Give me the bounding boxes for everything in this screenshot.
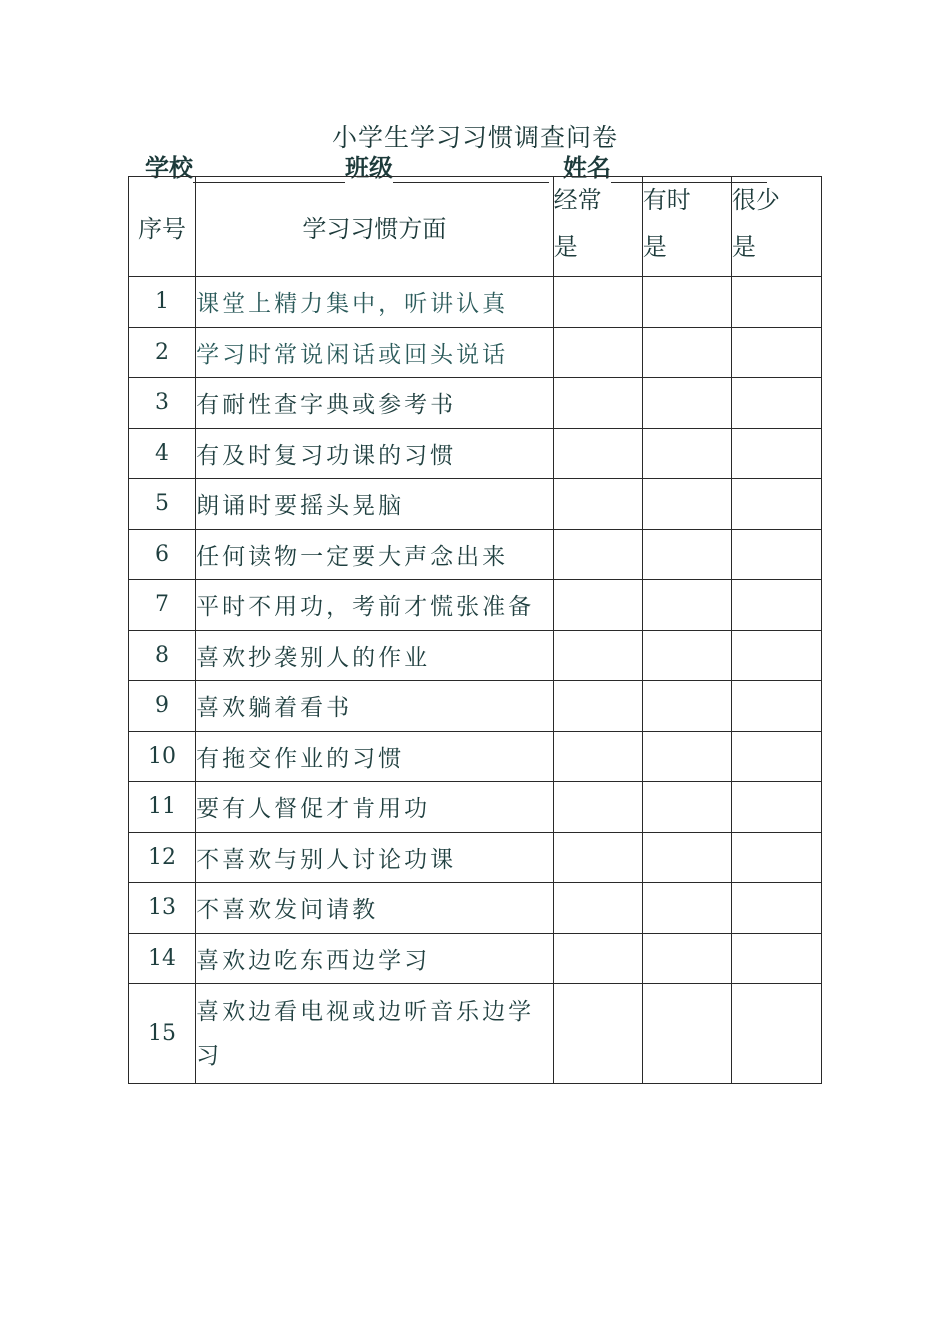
row-habit-text: 课堂上精力集中，听讲认真: [196, 277, 554, 328]
header-sometimes: [642, 177, 731, 277]
row-number: 1: [129, 277, 196, 328]
row-habit-text: 朗诵时要摇头晃脑: [196, 479, 554, 530]
row-habit-text: 学习时常说闲话或回头说话: [196, 327, 554, 378]
row-number: 2: [129, 327, 196, 378]
class-label: 班级: [345, 153, 393, 182]
row-habit-text: 任何读物一定要大声念出来: [196, 529, 554, 580]
row-number: 13: [129, 883, 196, 934]
row-habit-text: 喜欢躺着看书: [196, 681, 554, 732]
header-often: [553, 177, 642, 277]
row-habit-text: 不喜欢与别人讨论功课: [196, 832, 554, 883]
often-cell[interactable]: [553, 984, 642, 1084]
row-habit-text: 喜欢边吃东西边学习: [196, 933, 554, 984]
often-cell[interactable]: [553, 580, 642, 631]
header-often-top: 经常: [553, 186, 602, 214]
sometimes-cell[interactable]: [642, 277, 731, 328]
table-row: [129, 832, 822, 883]
rarely-cell[interactable]: [731, 479, 821, 530]
header-sometimes-bottom: 是: [642, 233, 667, 261]
row-number: 15: [129, 984, 196, 1084]
row-number: 3: [129, 378, 196, 429]
often-cell[interactable]: [553, 428, 642, 479]
table-row: [129, 277, 822, 328]
header-often-bottom: 是: [553, 233, 578, 261]
row-number: 6: [129, 529, 196, 580]
rarely-cell[interactable]: [731, 832, 821, 883]
sometimes-cell[interactable]: [642, 327, 731, 378]
rarely-cell[interactable]: [731, 681, 821, 732]
rarely-cell[interactable]: [731, 630, 821, 681]
rarely-cell[interactable]: [731, 731, 821, 782]
survey-table: [128, 176, 822, 1084]
sometimes-cell[interactable]: [642, 529, 731, 580]
rarely-cell[interactable]: [731, 782, 821, 833]
often-cell[interactable]: [553, 378, 642, 429]
name-label: 姓名: [563, 153, 611, 182]
school-label: 学校: [145, 153, 193, 182]
sometimes-cell[interactable]: [642, 630, 731, 681]
table-row: [129, 580, 822, 631]
often-cell[interactable]: [553, 782, 642, 833]
table-row: [129, 731, 822, 782]
sometimes-cell[interactable]: [642, 933, 731, 984]
sometimes-cell[interactable]: [642, 580, 731, 631]
row-habit-text: 有拖交作业的习惯: [196, 731, 554, 782]
often-cell[interactable]: [553, 327, 642, 378]
table-row: [129, 529, 822, 580]
often-cell[interactable]: [553, 529, 642, 580]
sometimes-cell[interactable]: [642, 883, 731, 934]
often-cell[interactable]: [553, 832, 642, 883]
rarely-cell[interactable]: [731, 327, 821, 378]
rarely-cell[interactable]: [731, 428, 821, 479]
table-row: [129, 327, 822, 378]
often-cell[interactable]: [553, 630, 642, 681]
table-row: [129, 782, 822, 833]
row-number: 11: [129, 782, 196, 833]
row-habit-text: 要有人督促才肯用功: [196, 782, 554, 833]
sometimes-cell[interactable]: [642, 832, 731, 883]
often-cell[interactable]: [553, 479, 642, 530]
rarely-cell[interactable]: [731, 933, 821, 984]
table-row: [129, 933, 822, 984]
rarely-cell[interactable]: [731, 378, 821, 429]
rarely-cell[interactable]: [731, 529, 821, 580]
sometimes-cell[interactable]: [642, 479, 731, 530]
table-row: [129, 479, 822, 530]
row-number: 5: [129, 479, 196, 530]
row-habit-text: 喜欢抄袭别人的作业: [196, 630, 554, 681]
table-row: [129, 984, 822, 1084]
sometimes-cell[interactable]: [642, 681, 731, 732]
header-rarely-bottom: 是: [731, 233, 756, 261]
rarely-cell[interactable]: [731, 883, 821, 934]
rarely-cell[interactable]: [731, 277, 821, 328]
row-number: 4: [129, 428, 196, 479]
often-cell[interactable]: [553, 883, 642, 934]
sometimes-cell[interactable]: [642, 782, 731, 833]
row-number: 7: [129, 580, 196, 631]
page-title: 小学生学习习惯调查问卷: [331, 123, 618, 152]
row-number: 12: [129, 832, 196, 883]
header-item: 学习习惯方面: [196, 177, 554, 277]
header-sometimes-top: 有时: [642, 186, 691, 214]
table-row: [129, 428, 822, 479]
often-cell[interactable]: [553, 277, 642, 328]
header-rarely-top: 很少: [731, 186, 780, 214]
sometimes-cell[interactable]: [642, 731, 731, 782]
often-cell[interactable]: [553, 681, 642, 732]
row-habit-text: 喜欢边看电视或边听音乐边学习: [196, 984, 554, 1084]
table-row: [129, 883, 822, 934]
row-habit-text: 平时不用功，考前才慌张准备: [196, 580, 554, 631]
often-cell[interactable]: [553, 731, 642, 782]
sometimes-cell[interactable]: [642, 984, 731, 1084]
table-row: [129, 681, 822, 732]
sometimes-cell[interactable]: [642, 428, 731, 479]
rarely-cell[interactable]: [731, 580, 821, 631]
sometimes-cell[interactable]: [642, 378, 731, 429]
often-cell[interactable]: [553, 933, 642, 984]
rarely-cell[interactable]: [731, 984, 821, 1084]
row-number: 14: [129, 933, 196, 984]
row-habit-text: 有及时复习功课的习惯: [196, 428, 554, 479]
table-row: [129, 630, 822, 681]
row-number: 8: [129, 630, 196, 681]
row-habit-text: 不喜欢发问请教: [196, 883, 554, 934]
row-habit-text: 有耐性查字典或参考书: [196, 378, 554, 429]
row-number: 10: [129, 731, 196, 782]
row-number: 9: [129, 681, 196, 732]
table-row: [129, 378, 822, 429]
header-num: 序号: [129, 177, 196, 277]
header-rarely: [731, 177, 821, 277]
table-header-row: [129, 177, 822, 277]
